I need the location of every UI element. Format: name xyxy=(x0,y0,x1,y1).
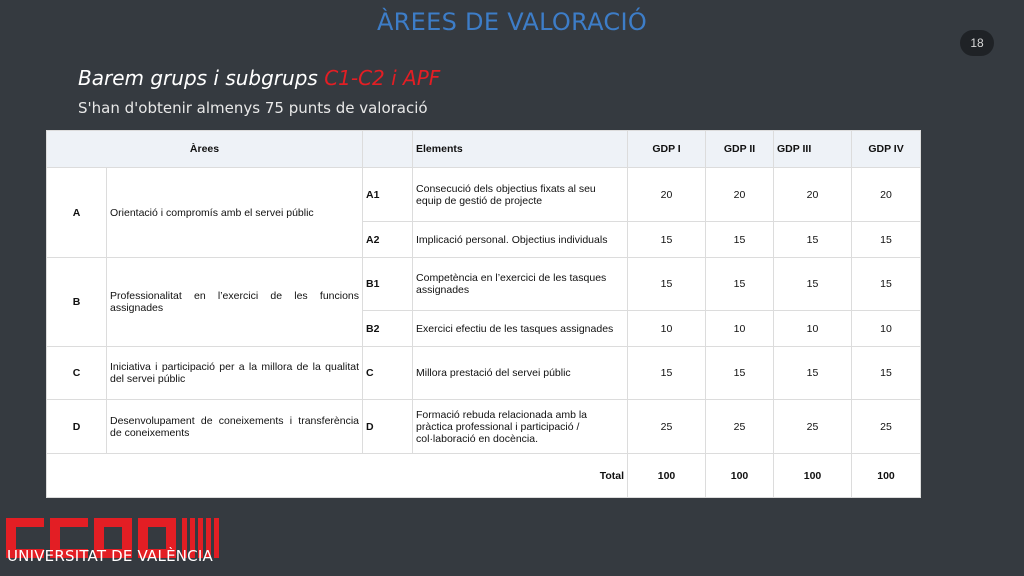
element-code: A1 xyxy=(363,168,413,222)
gdp4-value: 15 xyxy=(852,258,921,311)
gdp1-value: 15 xyxy=(628,222,706,258)
university-name: UNIVERSITAT DE VALÈNCIA xyxy=(7,547,213,565)
area-code: A xyxy=(47,168,107,258)
element-code: B2 xyxy=(363,311,413,347)
gdp2-value: 15 xyxy=(706,347,774,400)
gdp4-value: 25 xyxy=(852,400,921,454)
gdp3-value: 20 xyxy=(774,168,852,222)
total-row xyxy=(47,454,921,498)
element-description: Consecució dels objectius fixats al seu equip de gestió de projecte xyxy=(413,168,628,222)
area-code: D xyxy=(47,400,107,454)
element-description: Competència en l’exercici de les tasques assignades xyxy=(413,258,628,311)
gdp1-value: 15 xyxy=(628,347,706,400)
total-gdp4: 100 xyxy=(852,454,921,498)
gdp4-value: 15 xyxy=(852,347,921,400)
element-description: Formació rebuda relacionada amb la pràctica professional i participació / col·laboració en docència. xyxy=(413,400,628,454)
gdp4-value: 20 xyxy=(852,168,921,222)
header-arees: Àrees xyxy=(47,131,363,168)
element-code: C xyxy=(363,347,413,400)
total-gdp2: 100 xyxy=(706,454,774,498)
total-gdp1: 100 xyxy=(628,454,706,498)
total-label: Total xyxy=(47,454,628,498)
gdp4-value: 15 xyxy=(852,222,921,258)
area-description: Iniciativa i participació per a la millora de la qualitat del servei públic xyxy=(107,347,363,400)
subtitle-main xyxy=(78,66,440,90)
gdp2-value: 10 xyxy=(706,311,774,347)
header-gdp3: GDP III xyxy=(774,131,852,168)
gdp3-value: 10 xyxy=(774,311,852,347)
gdp1-value: 15 xyxy=(628,258,706,311)
gdp3-value: 25 xyxy=(774,400,852,454)
gdp3-value: 15 xyxy=(774,222,852,258)
subtitle-note: S'han d'obtenir almenys 75 punts de valoració xyxy=(78,99,428,117)
area-description: Orientació i compromís amb el servei públic xyxy=(107,168,363,258)
element-code: D xyxy=(363,400,413,454)
element-description: Exercici efectiu de les tasques assignades xyxy=(413,311,628,347)
header-spacer xyxy=(363,131,413,168)
subtitle-main-text: Barem grups i subgrups xyxy=(78,66,325,90)
element-description: Millora prestació del servei públic xyxy=(413,347,628,400)
gdp2-value: 20 xyxy=(706,168,774,222)
gdp1-value: 25 xyxy=(628,400,706,454)
area-description: Professionalitat en l’exercici de les funcions assignades xyxy=(107,258,363,347)
gdp1-value: 20 xyxy=(628,168,706,222)
header-gdp2: GDP II xyxy=(706,131,774,168)
element-code: A2 xyxy=(363,222,413,258)
area-code: C xyxy=(47,347,107,400)
gdp2-value: 15 xyxy=(706,222,774,258)
area-code: B xyxy=(47,258,107,347)
table-header-row xyxy=(47,131,921,168)
slide-title: ÀREES DE VALORACIÓ xyxy=(376,8,648,36)
gdp3-value: 15 xyxy=(774,347,852,400)
element-description: Implicació personal. Objectius individuals xyxy=(413,222,628,258)
gdp4-value: 10 xyxy=(852,311,921,347)
element-code: B1 xyxy=(363,258,413,311)
subtitle-highlight: C1-C2 i APF xyxy=(324,66,441,90)
gdp2-value: 15 xyxy=(706,258,774,311)
table-row xyxy=(47,258,921,311)
header-gdp4: GDP IV xyxy=(852,131,921,168)
area-description: Desenvolupament de coneixements i transferència de coneixements xyxy=(107,400,363,454)
logo-bar xyxy=(214,518,219,558)
table-row xyxy=(47,347,921,400)
gdp1-value: 10 xyxy=(628,311,706,347)
gdp2-value: 25 xyxy=(706,400,774,454)
table-row xyxy=(47,400,921,454)
header-gdp1: GDP I xyxy=(628,131,706,168)
header-elements: Elements xyxy=(413,131,628,168)
page-number-badge: 18 xyxy=(960,30,994,56)
gdp3-value: 15 xyxy=(774,258,852,311)
valuation-table xyxy=(46,130,920,497)
total-gdp3: 100 xyxy=(774,454,852,498)
table-row xyxy=(47,168,921,222)
